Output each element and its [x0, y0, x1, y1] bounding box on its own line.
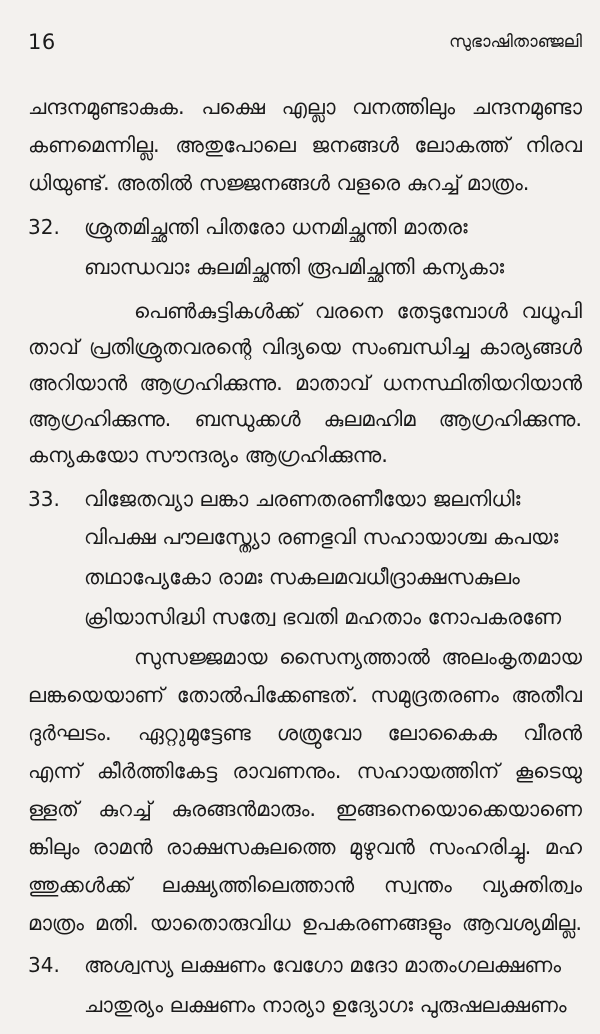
paragraph-line: ള്ളത് കുറച്ച് കുരങ്ങൻമാരും. ഇങ്ങനെയൊക്കെയാണെ [28, 797, 582, 821]
paragraph-line: പെൺകുട്ടികൾക്ക് വരനെ തേടുമ്പോൾ വധൂപി [134, 299, 582, 323]
verse-line: അശ്വസ്യ ലക്ഷണം വേഗോ മദോ മാതംഗലക്ഷണം [84, 953, 562, 977]
paragraph-line: കന്യകയോ സൗന്ദര്യം ആഗ്രഹിക്കുന്നു. [28, 443, 388, 467]
verse-line: വിജേതവ്യാ ലങ്കാ ചരണതരണീയോ ജലനിധിഃ [84, 487, 521, 511]
paragraph-line: സുസജ്ജമായ സൈന്യത്താൽ അലംകൃതമായ [134, 645, 582, 669]
paragraph-line: ആഗ്രഹിക്കുന്നു. ബന്ധുക്കൾ കുലമഹിമ ആഗ്രഹിക്കുന്നു. [28, 407, 582, 431]
paragraph-line: ചന്ദനമുണ്ടാകുക. പക്ഷെ എല്ലാ വനത്തിലും ചന്ദനമുണ്ടാ [28, 95, 582, 119]
verse-number: 34. [28, 953, 60, 977]
paragraph-line: ലങ്കയെയാണ് തോൽപിക്കേണ്ടത്. സമുദ്രതരണം അതീവ [28, 683, 582, 707]
page-number: 16 [28, 30, 56, 54]
page-header [0, 22, 600, 62]
verse-line: ചാതുര്യം ലക്ഷണം നാര്യാ ഉദ്യോഗഃ പുരുഷലക്ഷണം [84, 993, 567, 1017]
paragraph-line: മാത്രം മതി. യാതൊരുവിധ ഉപകരണങ്ങളും ആവശ്യമില്ല. [28, 911, 582, 935]
paragraph-line: താവ് പ്രതിശ്രുതവരന്റെ വിദ്യയെ സംബന്ധിച്ച കാര്യങ്ങൾ [28, 335, 582, 359]
verse-number: 33. [28, 487, 60, 511]
verse-line: തഥാപ്യേകോ രാമഃ സകലമവധീദ്രാക്ഷസകുലം [84, 565, 520, 589]
paragraph-line: ധിയുണ്ട്. അതിൽ സജ്ജനങ്ങൾ വളരെ കുറച്ച് മാത്രം. [28, 171, 530, 195]
verse-number: 32. [28, 215, 60, 239]
verse-line: വിപക്ഷ പൗലസ്ത്യോ രണഭുവി സഹായാശ്ച കപയഃ [84, 525, 559, 549]
verse-line: ക്രിയാസിദ്ധി സത്വേ ഭവതി മഹതാം നോപകരണേ [84, 605, 562, 629]
verse-line: ശ്രുതമിച്ഛന്തി പിതരോ ധനമിച്ഛന്തി മാതരഃ [84, 215, 468, 239]
verse-line: ബാന്ധവാഃ കുലമിച്ഛന്തി രൂപമിച്ഛന്തി കന്യകാഃ [84, 255, 505, 279]
paragraph-line: ത്തുക്കൾക്ക് ലക്ഷ്യത്തിലെത്താൻ സ്വന്തം വ്യക്തിത്വം [28, 873, 582, 897]
running-title: സുഭാഷിതാഞ്ജലി [449, 32, 582, 52]
paragraph-line: ങ്കിലും രാമൻ രാക്ഷസകുലത്തെ മുഴുവൻ സംഹരിച്ചു. മഹ [28, 835, 582, 859]
paragraph-line: എന്ന് കീർത്തികേട്ട രാവണനും. സഹായത്തിന് കൂടെയു [28, 759, 582, 783]
paragraph-line: ദുർഘടം. ഏറ്റുമുട്ടേണ്ട ശത്രുവോ ലോകൈക വീരൻ [28, 721, 582, 745]
paragraph-line: കണമെന്നില്ല. അതുപോലെ ജനങ്ങൾ ലോകത്ത് നിരവ [28, 133, 582, 157]
paragraph-line: അറിയാൻ ആഗ്രഹിക്കുന്നു. മാതാവ് ധനസ്ഥിതിയറിയാൻ [28, 371, 582, 395]
